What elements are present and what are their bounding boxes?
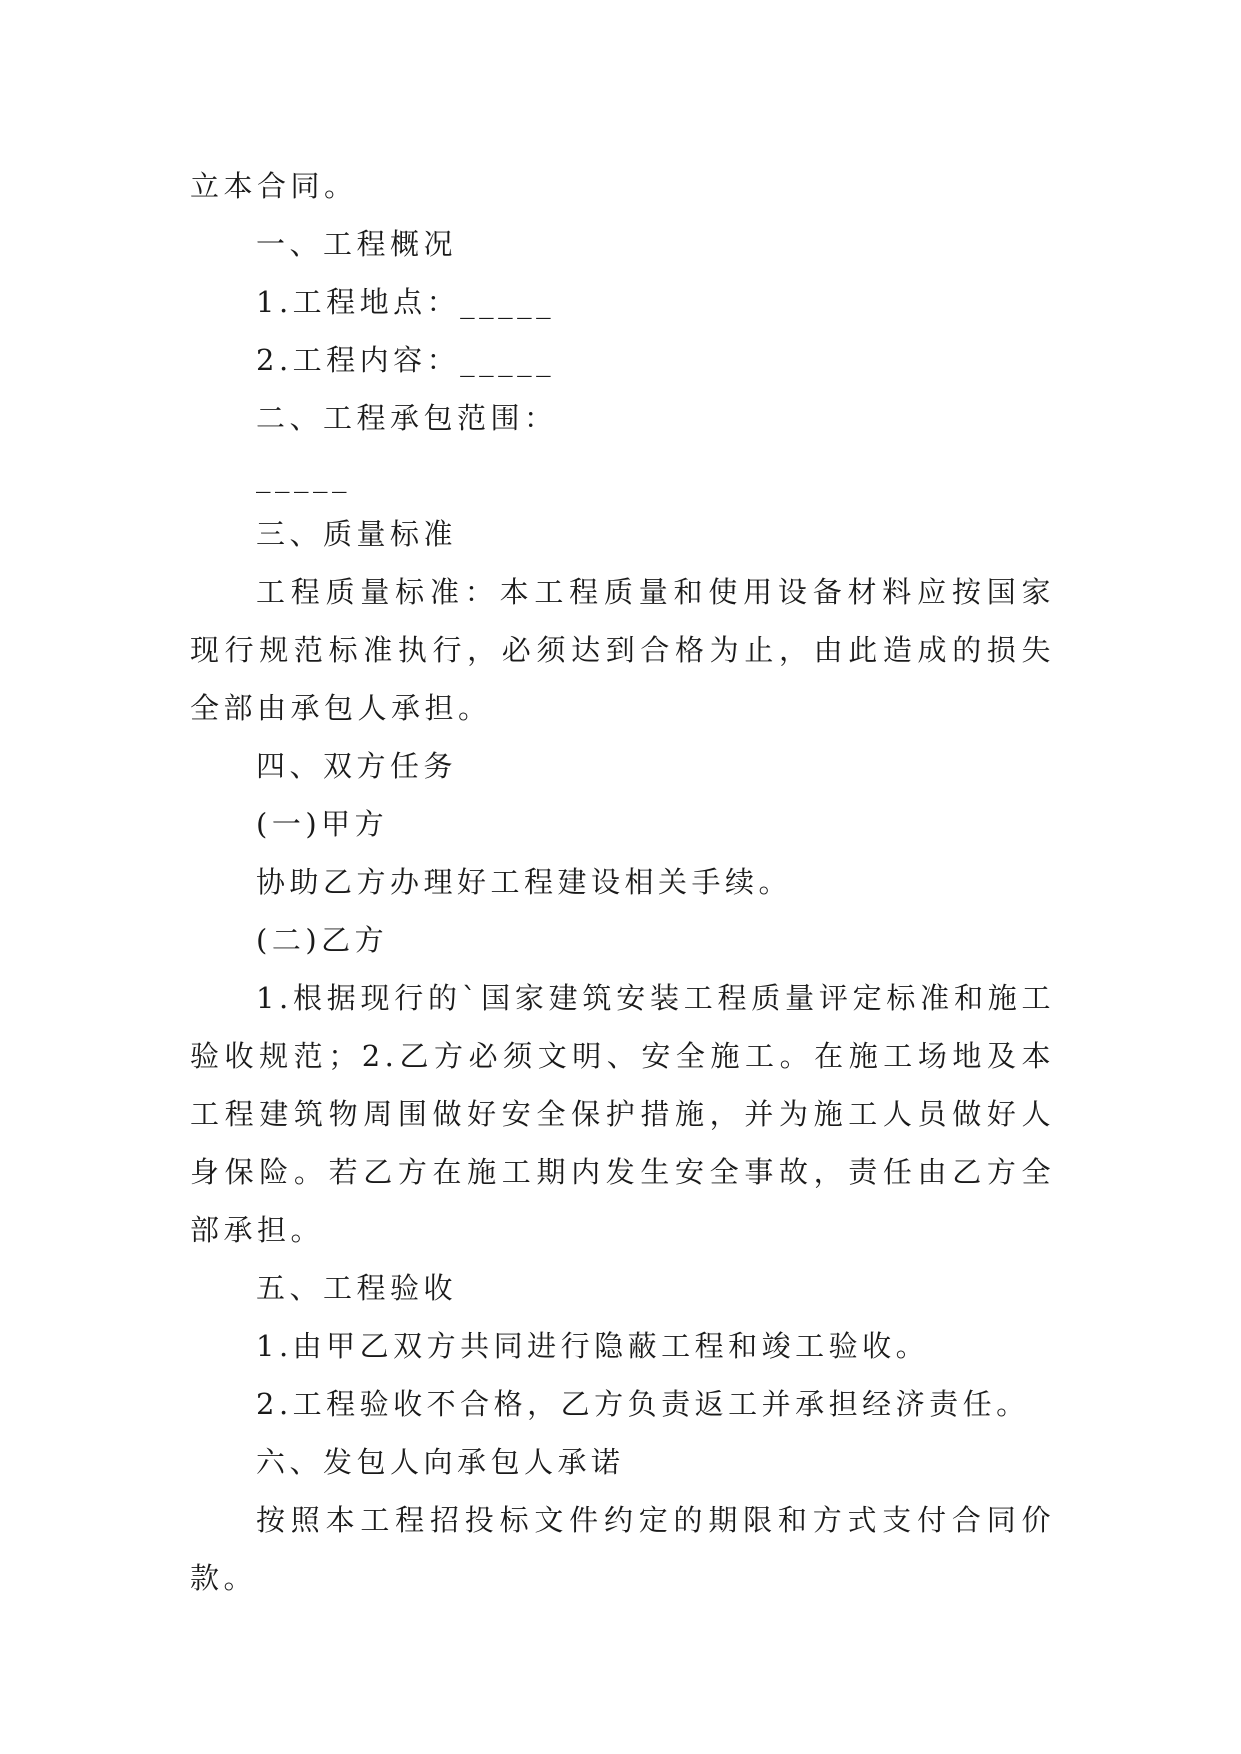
heading-project-acceptance: 五、工程验收 — [256, 1271, 458, 1305]
document-body — [190, 157, 1055, 1607]
paragraph-quality-standard: 工程质量标准：本工程质量和使用设备材料应按国家现行规范标准执行，必须达到合格为止，由此造成的损失全部由承包人承担。 — [190, 575, 1055, 725]
subheading-party-b: (二)乙方 — [256, 923, 389, 957]
paragraph-employer-commitment: 按照本工程招投标文件约定的期限和方式支付合同价款。 — [190, 1503, 1055, 1595]
heading-both-parties-tasks: 四、双方任务 — [256, 749, 458, 783]
subheading-party-a: (一)甲方 — [256, 807, 389, 841]
paragraph-acceptance-1: 1.由甲乙双方共同进行隐蔽工程和竣工验收。 — [256, 1329, 930, 1363]
paragraph-contract-intro: 立本合同。 — [190, 169, 358, 203]
field-project-location: 1.工程地点：_____ — [256, 285, 556, 319]
heading-project-overview: 一、工程概况 — [256, 227, 458, 261]
heading-employer-commitment: 六、发包人向承包人承诺 — [256, 1445, 625, 1479]
paragraph-acceptance-2: 2.工程验收不合格，乙方负责返工并承担经济责任。 — [256, 1387, 1030, 1421]
paragraph-party-a-duty: 协助乙方办理好工程建设相关手续。 — [256, 865, 793, 899]
paragraph-party-b-duty: 1.根据现行的`国家建筑安装工程质量评定标准和施工验收规范；2.乙方必须文明、安全施工。在施工场地及本工程建筑物周围做好安全保护措施，并为施工人员做好人身保险。若乙方在施工期内发生安全事故，责任由乙方全部承担。 — [190, 981, 1055, 1247]
heading-contract-scope: 二、工程承包范围： — [256, 401, 558, 435]
heading-quality-standard: 三、质量标准 — [256, 517, 458, 551]
field-contract-scope-blank: _____ — [256, 459, 351, 493]
field-project-content: 2.工程内容：_____ — [256, 343, 556, 377]
